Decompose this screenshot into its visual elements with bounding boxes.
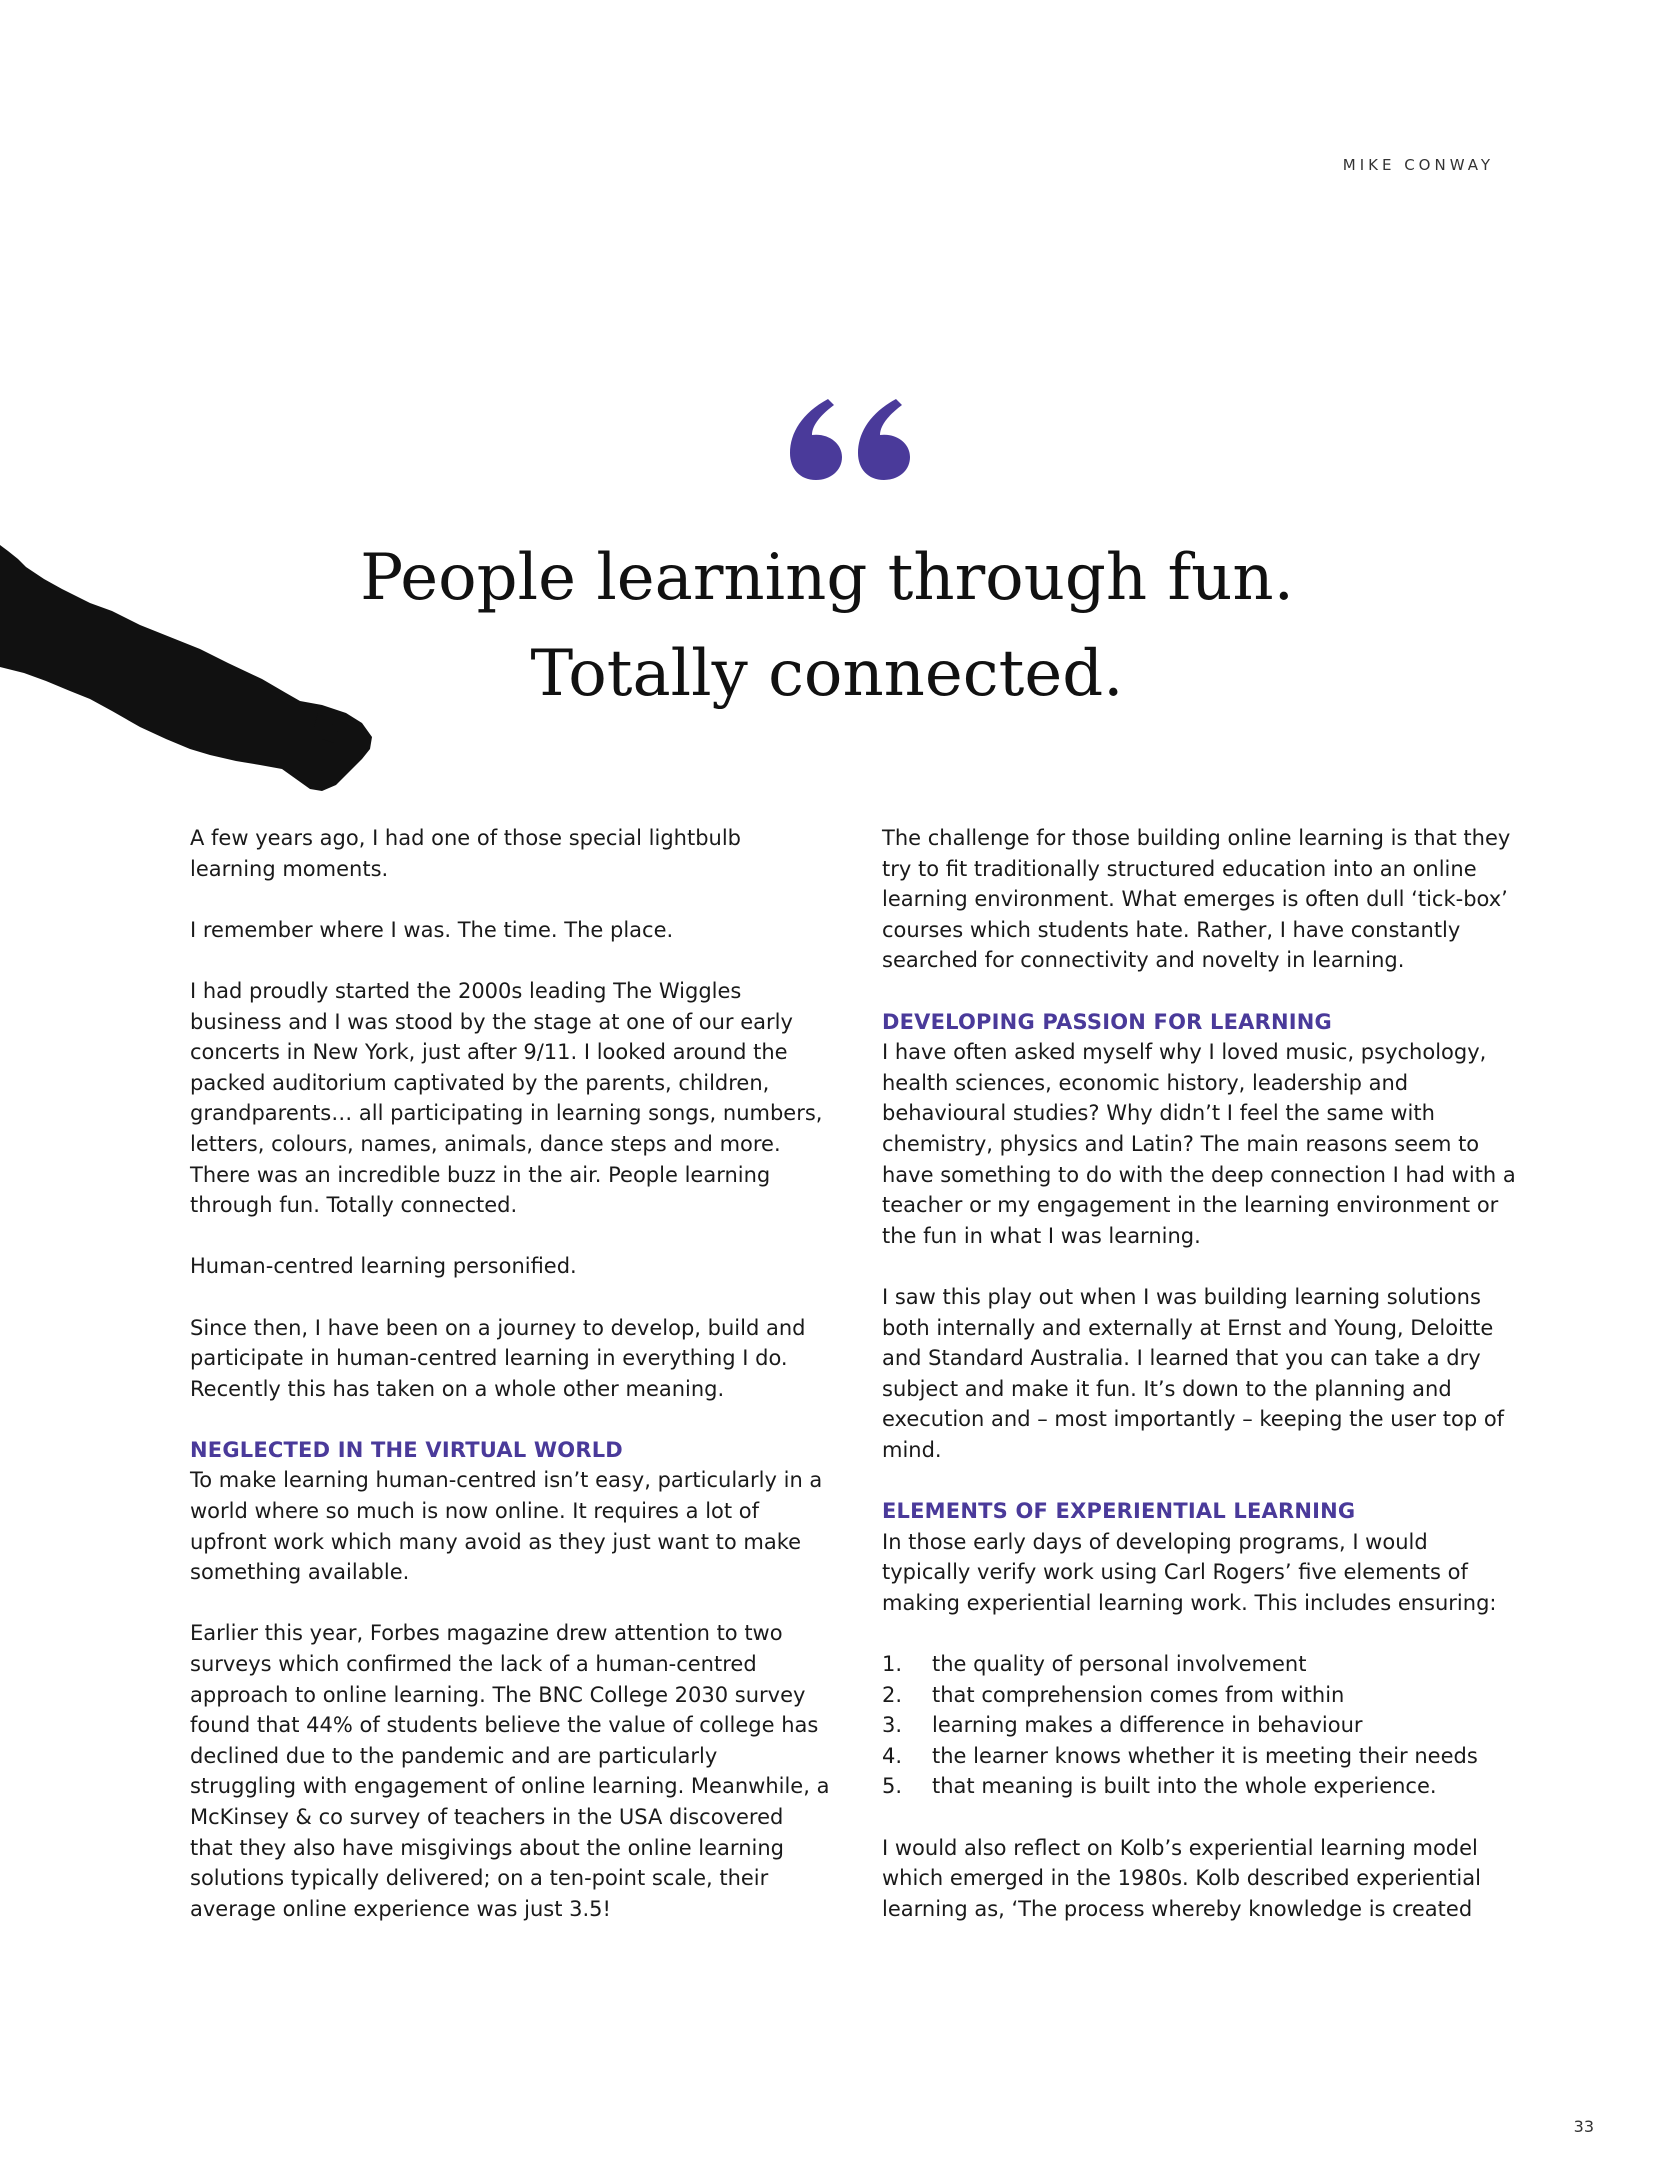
pull-quote-line-2: Totally connected. [530,637,1124,711]
section-heading: DEVELOPING PASSION FOR LEARNING [882,1009,1332,1034]
list-number: 2. [882,1682,903,1707]
list-text: the quality of personal involvement [932,1652,1307,1677]
paragraph: A few years ago, I had one of those special lightbulb learning moments. [190,826,742,881]
paragraph: The challenge for those building online learning is that they try to fit traditionally structured education into an online learning environment. What emerges is often dull ‘tick-box’ courses which students hate. Rather, I have constantly searched for connectivity and novelty in learning. [882,826,1511,973]
paragraph: To make learning human-centred isn’t easy, particularly in a world where so much is now online. It requires a lot of upfront work which many avoid as they just want to make something available. [190,1468,823,1585]
list-number: 4. [882,1743,903,1768]
pull-quote [0,530,1654,722]
paragraph: Since then, I have been on a journey to develop, build and participate in human-centred learning in everything I do. Recently this has taken on a whole other meaning. [190,1315,806,1401]
paragraph: In those early days of developing programs, I would typically verify work using Carl Rogers’ five elements of making experiential learning work. This includes ensuring: [882,1529,1497,1615]
list-text: the learner knows whether it is meeting their needs [932,1743,1478,1768]
open-quote-icon [788,395,913,480]
paragraph: I saw this play out when I was building learning solutions both internally and externally at Ernst and Young, Deloitte and Standard Australia. I learned that you can take a dry subject and make it fun. It’s down to the planning and execution and – most importantly – keeping the user top of mind. [882,1284,1505,1462]
list-item [882,1680,1522,1711]
right-column [882,823,1522,1955]
list-number: 3. [882,1713,903,1738]
list-item [882,1649,1522,1680]
paragraph: I have often asked myself why I loved music, psychology, health sciences, economic history, leadership and behavioural studies? Why didn’t I feel the same with chemistry, physics and Latin? The main reasons seem to have something to do with the deep connection I had with a teacher or my engagement in the learning environment or the fun in what I was learning. [882,1040,1516,1248]
list-number: 1. [882,1652,903,1677]
list-item [882,1710,1522,1741]
paragraph: Earlier this year, Forbes magazine drew attention to two surveys which confirmed the lack of a human-centred approach to online learning. The BNC College 2030 survey found that 44% of students believe the value of college has declined due to the pandemic and are particularly struggling with engagement of online learning. Meanwhile, a McKinsey & co survey of teachers in the USA discovered that they also have misgivings about the online learning solutions typically delivered; on a ten-point scale, their average online experience was just 3.5! [190,1621,830,1921]
list-text: that comprehension comes from within [932,1682,1345,1707]
section-heading: ELEMENTS OF EXPERIENTIAL LEARNING [882,1499,1356,1524]
pull-quote-line-1: People learning through fun. [360,541,1294,615]
page-number: 33 [1573,2117,1594,2136]
paragraph: I had proudly started the 2000s leading The Wiggles business and I was stood by the stage at one of our early concerts in New York, just after 9/11. I looked around the packed auditorium captivated by the parents, children, grandparents… all participating in learning songs, numbers, letters, colours, names, animals, dance steps and more. There was an incredible buzz in the air. People learning through fun. Totally connected. [190,978,823,1218]
list-text: learning makes a difference in behaviour [932,1713,1363,1738]
list-number: 5. [882,1774,903,1799]
numbered-list [882,1649,1522,1802]
list-text: that meaning is built into the whole experience. [932,1774,1437,1799]
paragraph: Human-centred learning personified. [190,1254,577,1279]
paragraph: I remember where I was. The time. The place. [190,917,674,942]
author-name: MIKE CONWAY [1342,156,1494,174]
paragraph: I would also reflect on Kolb’s experiential learning model which emerged in the 1980s. Kolb described experiential learning as, ‘The process whereby knowledge is created [882,1835,1481,1921]
list-item [882,1771,1522,1802]
list-item [882,1741,1522,1772]
section-heading: NEGLECTED IN THE VIRTUAL WORLD [190,1437,623,1462]
left-column [190,823,830,1955]
